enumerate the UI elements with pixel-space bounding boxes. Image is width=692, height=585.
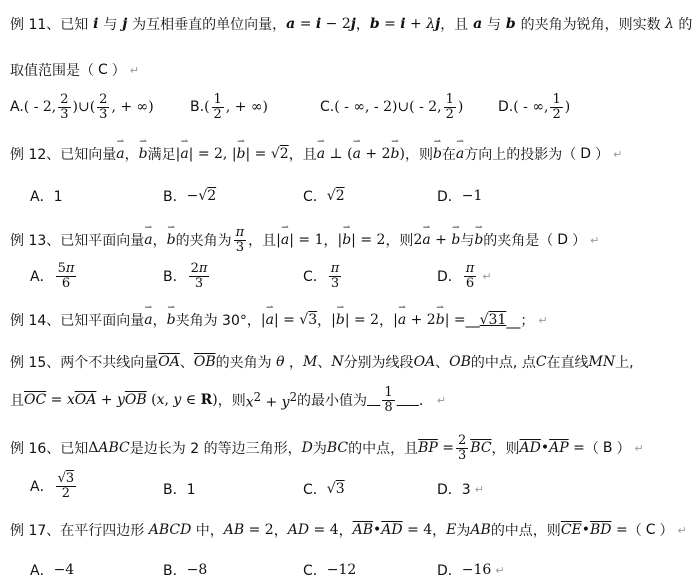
q12-option-d: D． −1	[437, 188, 483, 205]
q17-answer: C	[645, 522, 656, 538]
q17-stem: 例 17、 在平行四边形 ABCD 中， AB = 2 ， AD = 4 ， $\overline{AB}•\overline{AD} = 4$ ， E 为 AB 的中点，则 $\overline{CE}•\overline{BD}$ = （ C ） ↵	[10, 522, 687, 539]
q16-option-b: B．1	[163, 482, 196, 498]
q13-option-c: C． $\frac{\pi}{3}$	[303, 261, 340, 291]
q13-label: 例 13、	[10, 233, 61, 250]
return-mark-icon: ↵	[538, 313, 548, 327]
q16-option-c: C． √3	[303, 481, 345, 498]
q12-label: 例 12、	[10, 147, 61, 163]
q13-option-d: D． $\frac{\pi}{6}$ ↵	[437, 261, 492, 291]
return-mark-icon: ↵	[613, 147, 623, 161]
q16-option-d: D．3 ↵	[437, 482, 484, 498]
q17-option-b: B． −8	[163, 562, 208, 579]
return-mark-icon: ↵	[474, 482, 484, 496]
q16-option-a: A． $\frac{√3}{2}$	[30, 471, 75, 501]
q11-text-a: 已知	[60, 17, 89, 33]
q14-stem: 例 14、 已知平面向量 ⇀ a ， ⇀ b 夹角为 30°， |⇀ a| = √3 ， |⇀ b| = 2 ， |⇀ a + 2⇀ b| = __ √31 __； ↵	[10, 310, 548, 330]
return-mark-icon: ↵	[590, 233, 600, 247]
return-mark-icon: ↵	[436, 393, 447, 407]
q12-stem: 例 12、 已知向量 ⇀ a ， ⇀ b 满足 |⇀ a| = 2, |⇀ b| = √2 ，且 ⇀ a ⊥ (⇀ a + 2⇀ b) ，则 ⇀ b 在 ⇀ a 方向上的投影为（ D ） ↵	[10, 144, 622, 164]
q16-stem: 例 16、 已知 ΔABC 是边长为 2 的等边三角形， D 为 BC 的中点，且 $\overline{BP}$ = $\frac{2}{3}$ $\overline{BC}$ ，则 $\overline{AD}•\overline{AP}$ = （ B ） ↵	[10, 433, 644, 463]
q17-label: 例 17、	[10, 523, 61, 539]
return-mark-icon: ↵	[495, 563, 505, 577]
q17-option-d: D． −16 ↵	[437, 562, 505, 579]
q11-stem-line2: 取值范围是（ C ） ↵	[10, 62, 139, 79]
q11-option-c: C. ( - ∞, - 2)∪( - 2, $\frac{1}{2}$ )	[320, 92, 464, 122]
q11-answer: C	[98, 62, 108, 78]
return-mark-icon: ↵	[482, 269, 492, 283]
q17-option-a: A． −4	[30, 562, 75, 579]
q13-stem: 例 13、 已知平面向量 ⇀ a ， ⇀ b 的夹角为 $\frac{\pi}{3}$ ，且 |⇀ a| = 1 ， |⇀ b| = 2 ，则 2⇀ a + ⇀ b 与 ⇀ b 的夹角是（ D ） ↵	[10, 226, 599, 254]
q12-option-a: A．1	[30, 189, 63, 205]
q11-option-b: B. ( $\frac{1}{2}$ , + ∞)	[190, 92, 269, 122]
q15-stem-line1: 例 15、 两个不共线向量 $\overline{OA}$ 、 $\overline{OB}$ 的夹角为 θ ， M 、 N 分别为线段 OA 、 OB 的中点, 点 C 在直线 MN 上,	[10, 354, 634, 371]
q15-stem-line2: 且 $\overline{OC} = x\overline{OA} + y\overline{OB}$ (x, y ∈ R) ，则 $x^2 + y^2$ 的最小值为 $\frac{1}{8}$ ． ↵	[10, 385, 447, 415]
q12-option-c: C． √2	[303, 188, 345, 205]
q14-answer: √31	[479, 312, 507, 328]
return-mark-icon: ↵	[634, 441, 644, 455]
q11-formula-b: b = i + λj	[369, 16, 441, 32]
q11-label: 例 11、	[10, 17, 61, 33]
q15-label: 例 15、	[10, 355, 61, 371]
return-mark-icon: ↵	[677, 523, 687, 537]
q13-option-a: A． $\frac{5\pi}{6}$	[30, 261, 75, 291]
q12-answer: D	[580, 146, 592, 162]
q17-option-c: C． −12	[303, 562, 357, 579]
q11-option-d: D. ( - ∞, $\frac{1}{2}$ )	[498, 92, 571, 122]
q13-answer: D	[557, 232, 569, 249]
q16-label: 例 16、	[10, 441, 61, 458]
q11-option-a: A. ( - 2, $\frac{2}{3}$ )∪( $\frac{2}{3}$ , + ∞)	[10, 92, 154, 122]
return-mark-icon: ↵	[129, 63, 139, 77]
q11-stem-line1: 例 11、 已知 i 与 j 为互相垂直的单位向量， a = i − 2j ， b = i + λj ，且 a 与 b 的夹角为锐角，则实数 λ 的	[10, 16, 692, 33]
q15-answer: $\frac{1}{8}$	[384, 385, 393, 415]
q12-option-b: B． −√2	[163, 188, 217, 205]
q11-formula-a: a = i − 2j	[286, 16, 356, 32]
q16-answer: B	[602, 440, 613, 457]
q13-option-b: B． $\frac{2\pi}{3}$	[163, 261, 208, 291]
q14-label: 例 14、	[10, 313, 61, 329]
